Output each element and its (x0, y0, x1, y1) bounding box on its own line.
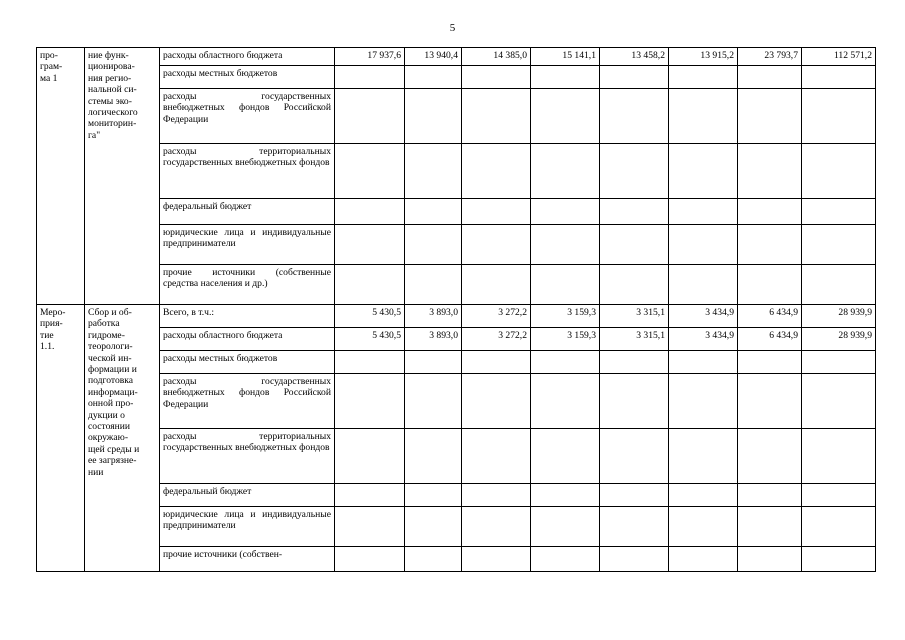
year-value-cell (531, 547, 600, 572)
year-value-cell (462, 89, 531, 144)
year-value-cell (335, 225, 405, 265)
year-value-cell: 17 937,6 (335, 48, 405, 66)
year-value-cell (600, 484, 669, 507)
year-value-cell: 3 159,3 (531, 328, 600, 351)
year-value-cell (462, 144, 531, 199)
year-value-cell: 3 272,2 (462, 328, 531, 351)
total-value-cell (802, 225, 876, 265)
funding-source-cell: юридические лица и индивидуальные предприниматели (160, 507, 335, 547)
year-value-cell: 3 315,1 (600, 328, 669, 351)
year-value-cell (600, 374, 669, 429)
table-row (37, 507, 876, 547)
year-value-cell (669, 429, 738, 484)
year-value-cell: 6 434,9 (738, 305, 802, 328)
year-value-cell (335, 507, 405, 547)
total-value-cell (802, 199, 876, 225)
page-number: 5 (449, 22, 456, 34)
year-value-cell (335, 66, 405, 89)
total-value-cell: 28 939,9 (802, 328, 876, 351)
year-value-cell (669, 66, 738, 89)
year-value-cell (462, 199, 531, 225)
program-name-cell: Сбор и об- работка гидроме- теорологи- ческой ин- формации и подготовка информаци- онной про- дукции о состоянии окружаю- щей среды и ее загрязне- нии (85, 305, 160, 572)
table-row (37, 484, 876, 507)
year-value-cell: 6 434,9 (738, 328, 802, 351)
funding-source-cell: Всего, в т.ч.: (160, 305, 335, 328)
table-body (37, 48, 876, 572)
year-value-cell (738, 66, 802, 89)
year-value-cell (738, 144, 802, 199)
year-value-cell (405, 351, 462, 374)
year-value-cell: 14 385,0 (462, 48, 531, 66)
year-value-cell (738, 265, 802, 305)
table-row (37, 374, 876, 429)
year-value-cell: 13 458,2 (600, 48, 669, 66)
total-value-cell (802, 374, 876, 429)
year-value-cell (462, 429, 531, 484)
year-value-cell (335, 547, 405, 572)
year-value-cell (405, 374, 462, 429)
total-value-cell: 28 939,9 (802, 305, 876, 328)
year-value-cell (335, 351, 405, 374)
year-value-cell (405, 507, 462, 547)
year-value-cell: 3 893,0 (405, 328, 462, 351)
year-value-cell (335, 484, 405, 507)
year-value-cell: 15 141,1 (531, 48, 600, 66)
year-value-cell (738, 429, 802, 484)
year-value-cell (335, 144, 405, 199)
year-value-cell (738, 225, 802, 265)
year-value-cell (738, 547, 802, 572)
funding-source-cell: расходы местных бюджетов (160, 351, 335, 374)
year-value-cell (738, 507, 802, 547)
table-row (37, 305, 876, 328)
table-row (37, 429, 876, 484)
year-value-cell (738, 374, 802, 429)
program-code-cell: Меро- прия- тие 1.1. (37, 305, 85, 572)
year-value-cell (600, 429, 669, 484)
year-value-cell (600, 144, 669, 199)
year-value-cell (462, 265, 531, 305)
year-value-cell: 3 434,9 (669, 328, 738, 351)
year-value-cell: 5 430,5 (335, 328, 405, 351)
year-value-cell: 3 315,1 (600, 305, 669, 328)
year-value-cell (738, 199, 802, 225)
year-value-cell (600, 265, 669, 305)
year-value-cell (405, 265, 462, 305)
table-row (37, 328, 876, 351)
year-value-cell (405, 89, 462, 144)
funding-source-cell: расходы государственных внебюджетных фондов Российской Федерации (160, 89, 335, 144)
year-value-cell (531, 89, 600, 144)
year-value-cell (531, 374, 600, 429)
funding-source-cell: федеральный бюджет (160, 199, 335, 225)
year-value-cell (531, 265, 600, 305)
year-value-cell: 13 940,4 (405, 48, 462, 66)
total-value-cell (802, 484, 876, 507)
year-value-cell (462, 374, 531, 429)
year-value-cell (669, 507, 738, 547)
year-value-cell (600, 507, 669, 547)
year-value-cell (335, 199, 405, 225)
year-value-cell (669, 199, 738, 225)
year-value-cell (738, 89, 802, 144)
year-value-cell (462, 351, 531, 374)
year-value-cell (600, 547, 669, 572)
year-value-cell: 13 915,2 (669, 48, 738, 66)
year-value-cell (405, 547, 462, 572)
year-value-cell (600, 199, 669, 225)
table-row (37, 265, 876, 305)
year-value-cell (669, 265, 738, 305)
year-value-cell (531, 351, 600, 374)
total-value-cell (802, 66, 876, 89)
year-value-cell (531, 199, 600, 225)
funding-source-cell: расходы областного бюджета (160, 48, 335, 66)
program-name-cell: ние функ- ционирова- ния регио- нальной си- стемы эко- логического мониторин- га" (85, 48, 160, 305)
year-value-cell (600, 89, 669, 144)
program-code-cell: про- грам- ма 1 (37, 48, 85, 305)
year-value-cell: 3 272,2 (462, 305, 531, 328)
year-value-cell (405, 484, 462, 507)
year-value-cell (531, 66, 600, 89)
year-value-cell (738, 484, 802, 507)
year-value-cell (462, 66, 531, 89)
year-value-cell (669, 484, 738, 507)
year-value-cell: 3 893,0 (405, 305, 462, 328)
year-value-cell (405, 144, 462, 199)
year-value-cell (335, 429, 405, 484)
funding-source-cell: расходы государственных внебюджетных фондов Российской Федерации (160, 374, 335, 429)
year-value-cell (738, 351, 802, 374)
year-value-cell (669, 89, 738, 144)
year-value-cell (462, 547, 531, 572)
total-value-cell (802, 507, 876, 547)
year-value-cell (531, 429, 600, 484)
funding-source-cell: прочие источники (собственные средства населения и др.) (160, 265, 335, 305)
year-value-cell (531, 484, 600, 507)
funding-source-cell: расходы территориальных государственных внебюджетных фондов (160, 429, 335, 484)
year-value-cell: 3 159,3 (531, 305, 600, 328)
year-value-cell (405, 66, 462, 89)
total-value-cell (802, 547, 876, 572)
year-value-cell (531, 225, 600, 265)
year-value-cell (462, 225, 531, 265)
table-row (37, 547, 876, 572)
year-value-cell (669, 547, 738, 572)
table-row (37, 66, 876, 89)
table-row (37, 351, 876, 374)
year-value-cell (600, 351, 669, 374)
year-value-cell (405, 225, 462, 265)
year-value-cell: 5 430,5 (335, 305, 405, 328)
year-value-cell (669, 225, 738, 265)
year-value-cell (462, 507, 531, 547)
funding-source-cell: расходы областного бюджета (160, 328, 335, 351)
table-row (37, 225, 876, 265)
year-value-cell (531, 144, 600, 199)
year-value-cell (669, 144, 738, 199)
total-value-cell (802, 89, 876, 144)
year-value-cell (669, 351, 738, 374)
total-value-cell (802, 429, 876, 484)
table-row (37, 144, 876, 199)
year-value-cell (600, 66, 669, 89)
year-value-cell (405, 199, 462, 225)
total-value-cell (802, 265, 876, 305)
year-value-cell (405, 429, 462, 484)
table-row (37, 48, 876, 66)
year-value-cell (669, 374, 738, 429)
funding-source-cell: федеральный бюджет (160, 484, 335, 507)
year-value-cell: 3 434,9 (669, 305, 738, 328)
funding-source-cell: прочие источники (собствен- (160, 547, 335, 572)
funding-source-cell: юридические лица и индивидуальные предприниматели (160, 225, 335, 265)
total-value-cell (802, 144, 876, 199)
year-value-cell (531, 507, 600, 547)
budget-table (36, 47, 876, 572)
year-value-cell (600, 225, 669, 265)
year-value-cell (335, 265, 405, 305)
funding-source-cell: расходы территориальных государственных внебюджетных фондов (160, 144, 335, 199)
year-value-cell (335, 89, 405, 144)
total-value-cell (802, 351, 876, 374)
year-value-cell (335, 374, 405, 429)
funding-source-cell: расходы местных бюджетов (160, 66, 335, 89)
year-value-cell: 23 793,7 (738, 48, 802, 66)
year-value-cell (462, 484, 531, 507)
table-row (37, 199, 876, 225)
total-value-cell: 112 571,2 (802, 48, 876, 66)
table-row (37, 89, 876, 144)
